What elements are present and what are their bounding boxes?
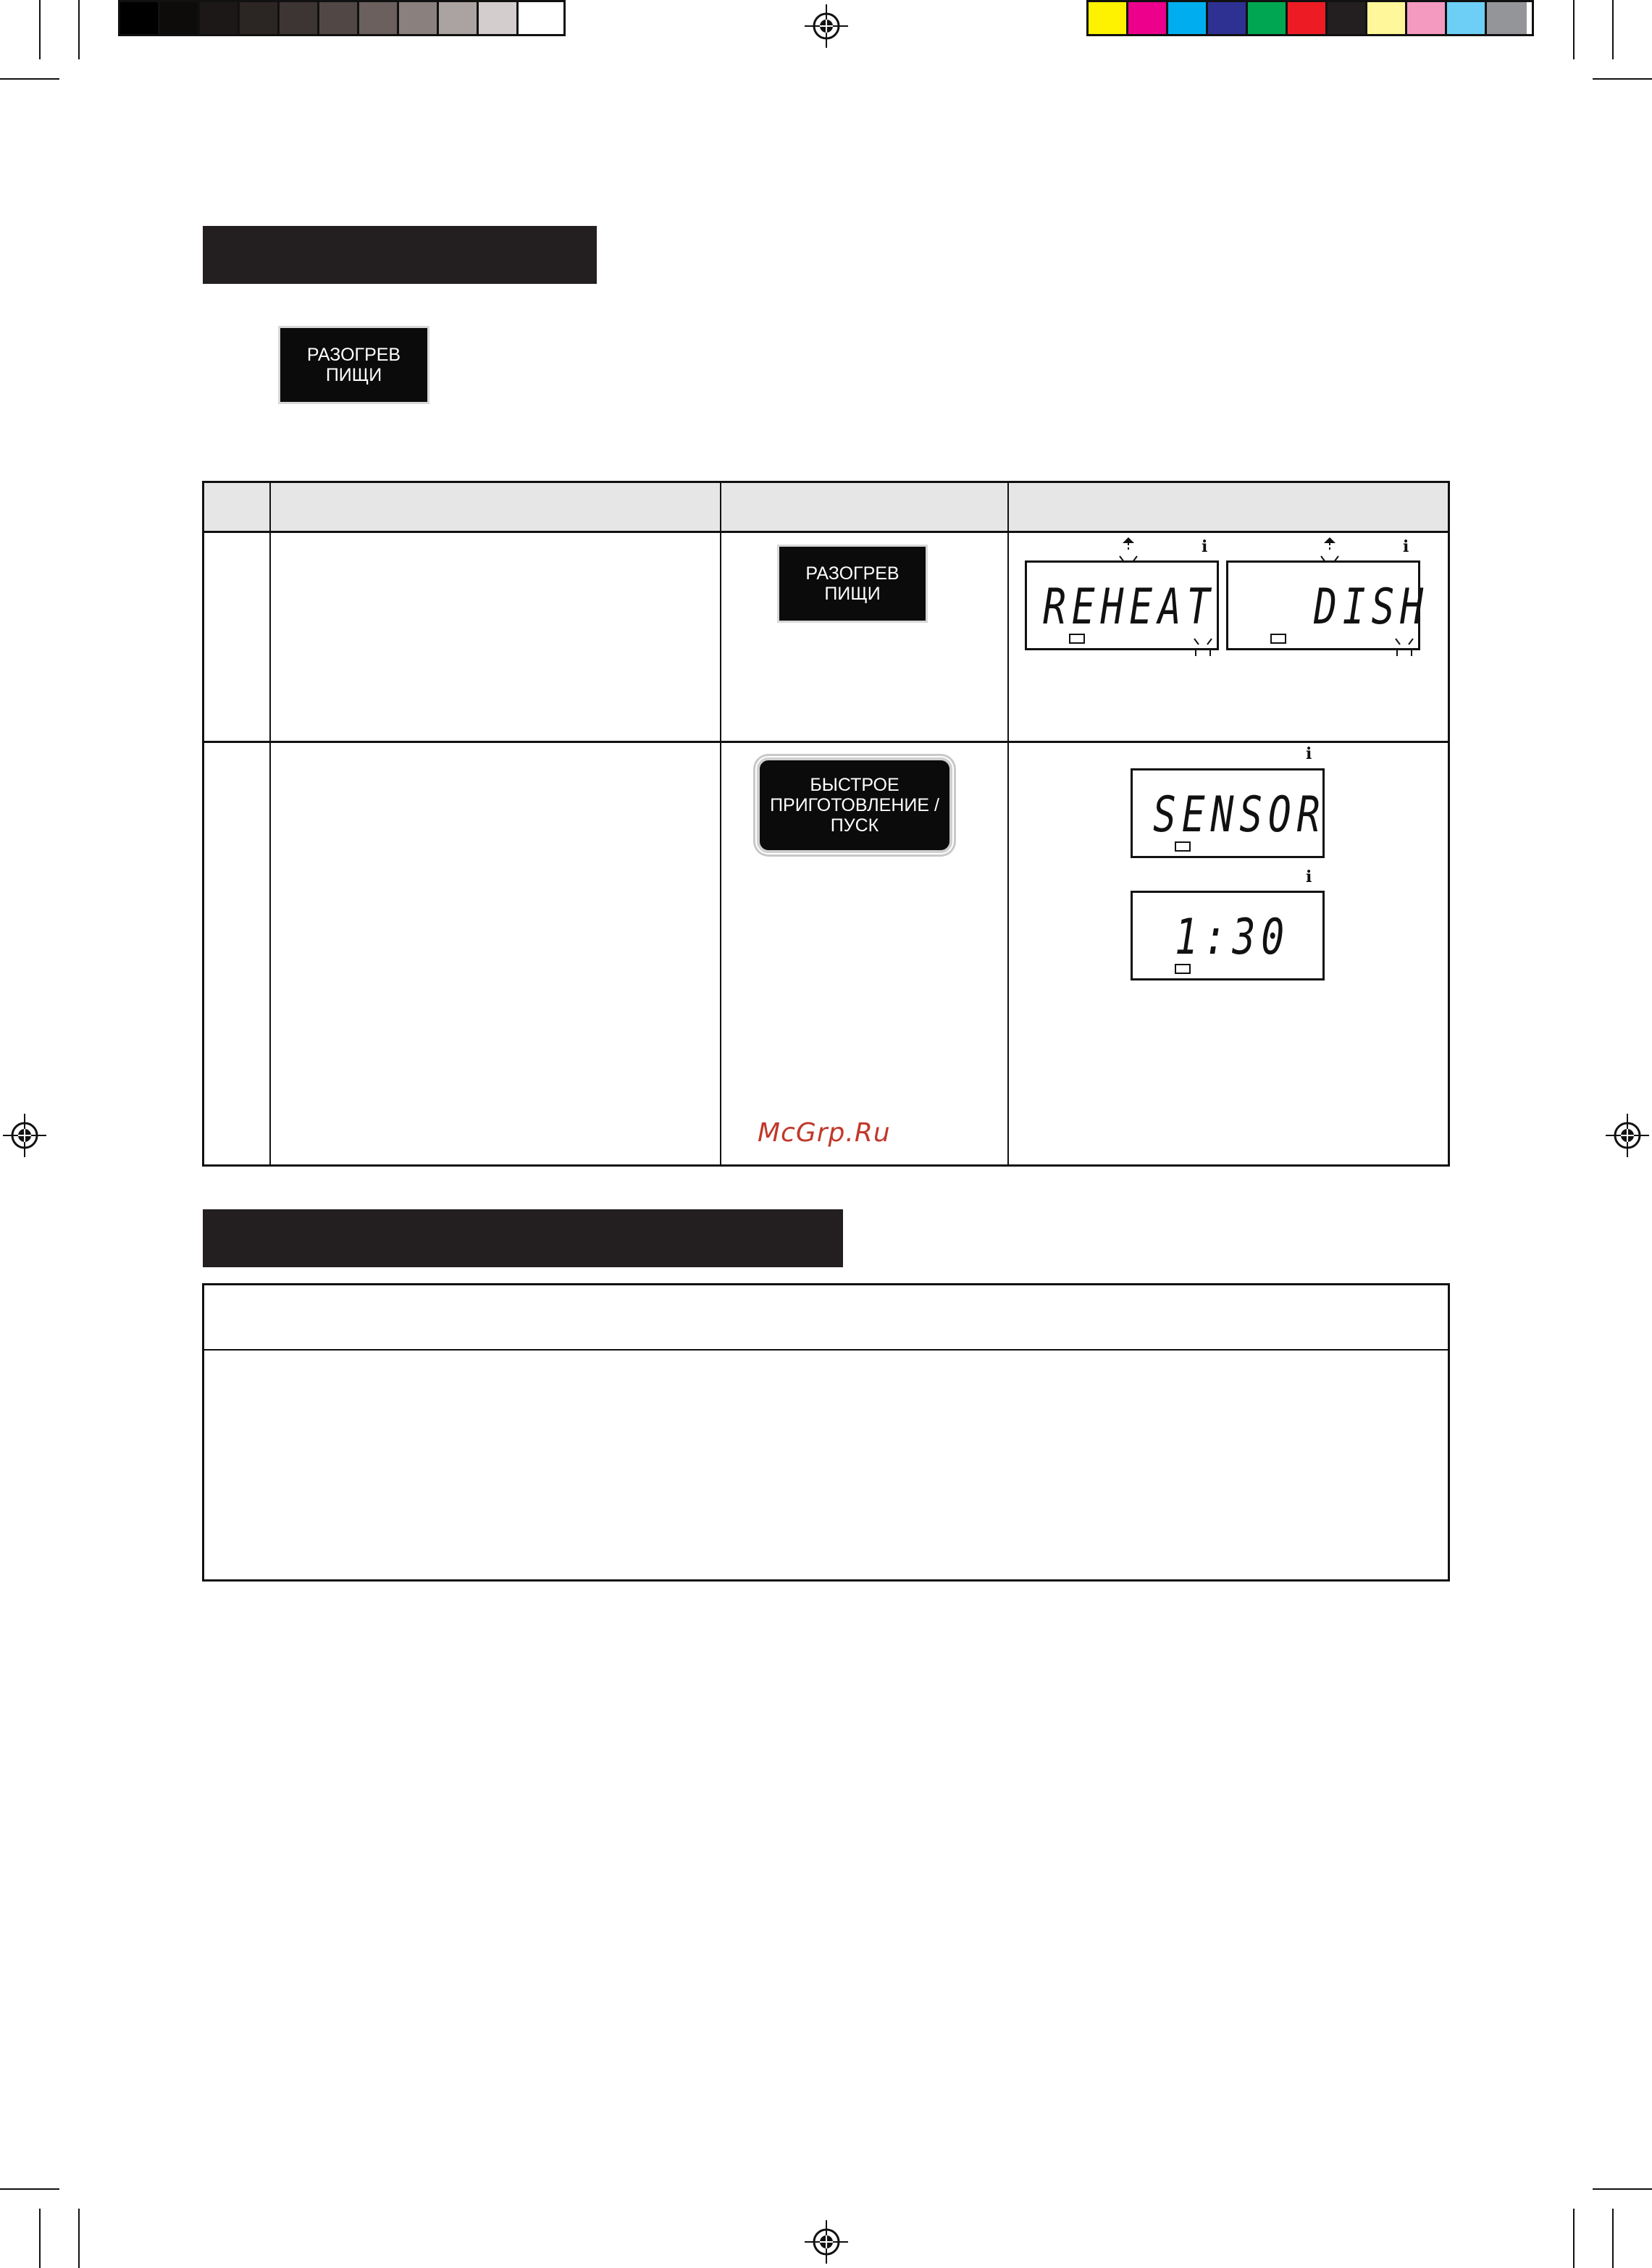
flashing-arrow-icon — [1315, 536, 1344, 566]
crop-mark — [1593, 78, 1652, 80]
color-swatch — [1447, 2, 1487, 34]
color-swatch — [1407, 2, 1447, 34]
row-divider — [204, 741, 1448, 743]
key-label-line: ПИЩИ — [824, 584, 881, 604]
key-label-line: БЫСТРОЕ — [810, 775, 900, 795]
color-swatch — [1288, 2, 1328, 34]
section-header-bar — [203, 1209, 843, 1267]
key-label-line: РАЗОГРЕВ — [306, 345, 401, 365]
food-indicator-icon — [1175, 841, 1191, 852]
info-icon: i — [1306, 744, 1312, 763]
color-calibration-strip — [1086, 0, 1534, 36]
gray-swatch — [240, 2, 280, 34]
crop-mark — [0, 78, 59, 80]
lcd-display — [1131, 891, 1325, 980]
gray-swatch — [280, 2, 319, 34]
registration-mark-icon — [3, 1114, 46, 1157]
notes-box-divider — [204, 1349, 1448, 1351]
info-icon: i — [1403, 537, 1409, 556]
key-label-line: РАЗОГРЕВ — [805, 563, 900, 584]
gray-swatch — [359, 2, 399, 34]
watermark: McGrp.Ru — [758, 1118, 891, 1148]
gray-swatch — [160, 2, 200, 34]
color-swatch — [1208, 2, 1248, 34]
gray-swatch — [319, 2, 359, 34]
registration-mark-icon — [805, 4, 848, 48]
color-swatch — [1248, 2, 1288, 34]
food-indicator-icon — [1270, 634, 1286, 644]
column-divider — [720, 483, 721, 1164]
color-swatch — [1089, 2, 1128, 34]
gray-swatch — [200, 2, 240, 34]
color-swatch — [1487, 2, 1527, 34]
table-header-row — [204, 483, 1448, 533]
notes-box — [202, 1283, 1450, 1582]
gray-swatch — [439, 2, 479, 34]
key-label-line: ПУСК — [830, 815, 879, 836]
color-swatch — [1328, 2, 1367, 34]
flashing-indicator-icon — [1391, 636, 1420, 658]
key-label-line: ПРИГОТОВЛЕНИЕ / — [770, 795, 939, 815]
lcd-display-text: DISH — [1314, 579, 1429, 636]
crop-mark — [39, 2209, 41, 2268]
info-icon: i — [1306, 868, 1312, 886]
quick-start-key-illustration — [757, 757, 952, 853]
reheat-key-illustration — [777, 545, 928, 623]
flashing-indicator-icon — [1190, 636, 1219, 658]
crop-mark — [1612, 2209, 1614, 2268]
food-indicator-icon — [1069, 634, 1085, 644]
crop-mark — [0, 2188, 59, 2190]
color-swatch — [1168, 2, 1208, 34]
lcd-display-text: SENSOR — [1153, 786, 1326, 844]
crop-mark — [78, 2209, 80, 2268]
lcd-display-text: REHEAT — [1043, 579, 1216, 636]
info-icon: i — [1202, 537, 1208, 556]
flashing-arrow-icon — [1114, 536, 1143, 566]
column-divider — [1007, 483, 1009, 1164]
lcd-display-text: 1:30 — [1175, 909, 1290, 966]
column-divider — [269, 483, 271, 1164]
registration-mark-icon — [1606, 1114, 1649, 1157]
crop-mark — [78, 0, 80, 59]
registration-mark-icon — [805, 2220, 848, 2264]
lcd-display — [1131, 768, 1325, 858]
gray-swatch — [519, 2, 558, 34]
gray-swatch — [479, 2, 519, 34]
crop-mark — [1612, 0, 1614, 59]
grayscale-calibration-strip — [118, 0, 566, 36]
reheat-key-illustration — [278, 326, 429, 404]
crop-mark — [1593, 2188, 1652, 2190]
gray-swatch — [399, 2, 439, 34]
color-swatch — [1367, 2, 1407, 34]
gray-swatch — [120, 2, 160, 34]
key-label-line: ПИЩИ — [325, 365, 382, 385]
color-swatch — [1128, 2, 1168, 34]
crop-mark — [39, 0, 41, 59]
crop-mark — [1573, 2209, 1575, 2268]
crop-mark — [1573, 0, 1575, 59]
food-indicator-icon — [1175, 964, 1191, 974]
section-header-bar — [203, 226, 597, 284]
